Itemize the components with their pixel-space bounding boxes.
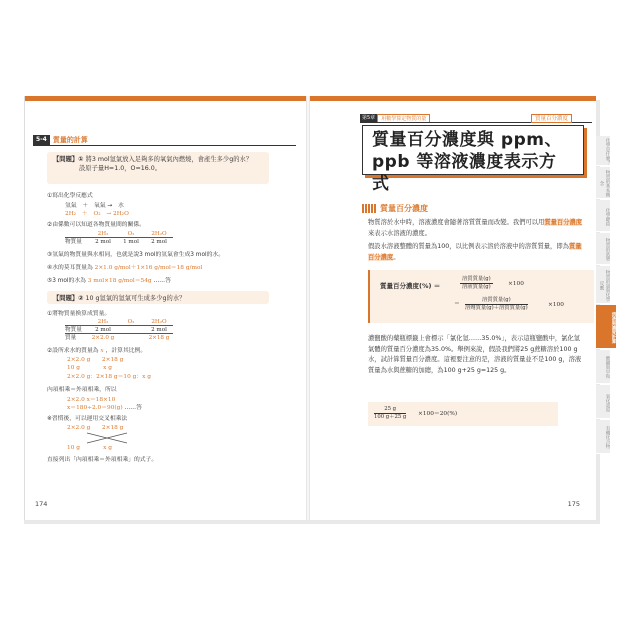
- question-1-label: 【問題】①: [53, 156, 84, 163]
- paragraph-1-end: 來表示水溶液的濃度。: [368, 229, 431, 237]
- chapter-tab-7[interactable]: 酸鹼與中和: [596, 350, 610, 384]
- equation-formula: 2H₂ ＋ O₂ → 2H₂O: [65, 211, 129, 217]
- fraction-1-denominator: 溶液質量(g): [462, 284, 491, 290]
- equals-sign: ＝: [454, 301, 460, 307]
- book-gutter: [306, 96, 310, 520]
- example-result: ×100＝20(%): [418, 411, 458, 417]
- question-2-text: 10 g氫氣的氫氣可生成多少g的水？: [85, 295, 186, 302]
- table-1-head-1: 2H₂: [97, 231, 109, 237]
- chapter-tab-3[interactable]: 化學鍵結: [596, 200, 610, 232]
- final-note: 直接列出「內項相乘＝外項相乘」的式子。: [47, 457, 158, 463]
- equation-words: 氫氣 ＋ 氧氣 → 水: [65, 203, 124, 209]
- table-2-r1-3: 2 mol: [151, 327, 167, 333]
- table-2-head-0: [65, 318, 89, 325]
- fraction-2-times: ×100: [548, 302, 564, 308]
- table-1-head-2: O₂: [127, 231, 135, 237]
- paragraph-3: 濃鹽酸的藥瓶標籤上會標示「氯化氫……35.0%」，表示這瓶鹽酸中，氯化氫氣體的質量百分濃度為35.0%。舉例來說，假設我們將25 g蔗糖溶於100 g水，試計算質量百分濃度。這裡要注意的是，溶液的質量並不是100 g，溶液質量為水與蔗糖的加總，為100 g+25 g=125 g。: [368, 335, 582, 374]
- formula-label: 質量百分濃度(%) ＝: [380, 282, 441, 290]
- ratio-1: 2×2.0 g 2×18 g: [67, 357, 124, 363]
- paragraph-2-highlight: 質量百分濃度: [368, 243, 582, 261]
- chapter-tab-4[interactable]: 物質的狀態: [596, 233, 610, 265]
- table-2-r2-1: 2×2.0 g: [91, 335, 115, 341]
- habit-note: ※習慣後，可以運用交叉相乘法: [47, 416, 128, 422]
- question-1-note: 設原子量H=1.0，O=16.0。: [79, 165, 162, 172]
- ratio-2: 10 g x g: [67, 365, 112, 371]
- cross-1: 2×2.0 g 2×18 g: [67, 425, 124, 431]
- ratio-5-answer: ……答: [124, 405, 142, 411]
- ratio-4: 2×2.0 x＝18×10: [67, 397, 116, 403]
- table-2-r2-2: [117, 334, 145, 342]
- question-2-box: [47, 291, 269, 304]
- paragraph-1: [368, 218, 586, 239]
- table-1-head-0: [65, 230, 89, 237]
- question-1-text: 將3 mol氫氣放入足夠多的氧氣內燃燒，會產生多少g的水？: [85, 156, 253, 163]
- subheading-text: 質量百分濃度: [380, 204, 428, 213]
- paragraph-2-text: 假設水溶液整體的質量為100，以比例表示溶於溶液中的溶質質量，即為: [368, 243, 569, 250]
- example-numerator: 25 g: [374, 406, 406, 414]
- paragraph-2: [368, 242, 586, 263]
- chapter-title: 用數學算定物質的量: [377, 114, 430, 123]
- step-2: ②由係數可以知道各物質量間的關係。: [47, 222, 145, 228]
- table-2-r1-0: 物質量: [65, 327, 82, 333]
- fraction-2-numerator: 溶質質量(g): [465, 297, 528, 305]
- cross-multiply-icon: [83, 432, 133, 444]
- page-title: [372, 129, 568, 195]
- title-line-1: 質量百分濃度與 ppm、: [372, 130, 562, 150]
- step-5-answer: ……答: [153, 278, 171, 284]
- table-1-head-3: 2H₂O: [151, 231, 167, 237]
- table-1-cell-0: 物質量: [65, 239, 82, 245]
- paragraph-1-highlight: 質量百分濃度: [544, 219, 583, 226]
- table-2-r1-2: [117, 326, 145, 333]
- table-1-cell-1: 2 mol: [95, 239, 111, 245]
- step-4-label: ④水的莫耳質量為: [47, 265, 93, 271]
- paragraph-2-end: 。: [393, 253, 400, 261]
- table-2-head-1: 2H₂: [97, 319, 109, 325]
- inner-outer: 內項相乘＝外項相乘，所以: [47, 387, 117, 393]
- page-number-right: 175: [567, 500, 580, 508]
- step-5: [47, 277, 171, 285]
- step-5-label: ⑤3 mol的水為: [47, 278, 86, 284]
- title-line-2: ppb 等溶液濃度表示方式: [372, 152, 557, 194]
- example-fraction: [374, 406, 406, 421]
- page-number-left: 174: [35, 500, 48, 508]
- step-2-1: ①將物質量換算成質量。: [47, 311, 111, 317]
- example-box: [368, 402, 558, 426]
- question-2-label: 【問題】②: [53, 295, 84, 302]
- table-2: [65, 318, 173, 342]
- cross-2: 10 g x g: [67, 445, 112, 451]
- fraction-2-denominator: 溶劑質量(g)＋溶質質量(g): [465, 305, 528, 311]
- table-2-head-2: O₂: [127, 319, 135, 325]
- ratio-5-value: x＝180÷2.0＝90(g): [67, 405, 123, 411]
- step-4-value: 2×1.0 g/mol＋1×16 g/mol＝18 g/mol: [94, 265, 203, 271]
- step-1: ①寫出化學反應式: [47, 193, 93, 199]
- step-5-value: 3 mol×18 g/mol＝54g: [87, 278, 152, 284]
- left-page: [24, 96, 306, 520]
- fraction-1: [460, 276, 493, 291]
- ratio-5: [67, 404, 142, 412]
- paragraph-1-text: 物質溶於水中時，溶液濃度會隨著溶質質量而改變。我們可以用: [368, 219, 545, 226]
- table-2-r1-1: 2 mol: [95, 327, 111, 333]
- right-top-bar: [310, 96, 596, 101]
- section-badge: 5-4: [33, 135, 50, 145]
- step-3: ③氫氣的物質量與水相同，也就是說3 mol的氫氣會生成3 mol的水。: [47, 252, 224, 258]
- question-1-box: [47, 152, 269, 184]
- chapter-tab-8[interactable]: 氧化還原: [596, 385, 610, 419]
- table-1-cell-3: 2 mol: [151, 239, 167, 245]
- table-2-r2-3: 2×18 g: [148, 335, 170, 341]
- formula-box: [368, 270, 594, 323]
- table-2-head-3: 2H₂O: [151, 319, 167, 325]
- step-2-2-a: ②設所求水的質量為: [47, 348, 99, 354]
- section-title: 質量的計算: [52, 135, 88, 144]
- chapter-number: 第5章: [362, 115, 376, 121]
- step-2-2: [47, 347, 146, 355]
- example-denominator: 100 g＋25 g: [374, 414, 407, 420]
- right-page: [310, 96, 596, 520]
- chapter-tab-2[interactable]: 物質的基本概念: [596, 167, 610, 199]
- chapter-tab-6-active[interactable]: 溶液與濃度計算: [596, 305, 616, 349]
- chapter-tab-1[interactable]: 化學是什麼？: [596, 136, 610, 166]
- subheading-icon: [362, 204, 376, 213]
- table-1-cell-2: 1 mol: [123, 239, 139, 245]
- topic-tag: 質量百分濃度: [531, 114, 572, 123]
- step-2-2-x: x: [100, 348, 104, 354]
- fraction-1-times: ×100: [508, 281, 524, 287]
- fraction-1-numerator: 溶質質量(g): [462, 276, 491, 282]
- ratio-3: 2×2.0 g：2×18 g＝10 g：x g: [67, 374, 151, 380]
- section-heading: [33, 134, 296, 146]
- subheading: [362, 203, 428, 214]
- step-4: [47, 264, 202, 272]
- chapter-tab-5[interactable]: 物質的量與化學反應: [596, 266, 610, 304]
- step-2-2-c: ，計算其比例。: [105, 348, 147, 354]
- fraction-2: [465, 297, 528, 312]
- table-2-r2-0: 質量: [65, 335, 77, 341]
- chapter-tab-9[interactable]: 有機化合物: [596, 420, 610, 454]
- chapter-tabs: [596, 96, 620, 520]
- left-top-bar: [25, 96, 307, 101]
- table-1: [65, 230, 173, 246]
